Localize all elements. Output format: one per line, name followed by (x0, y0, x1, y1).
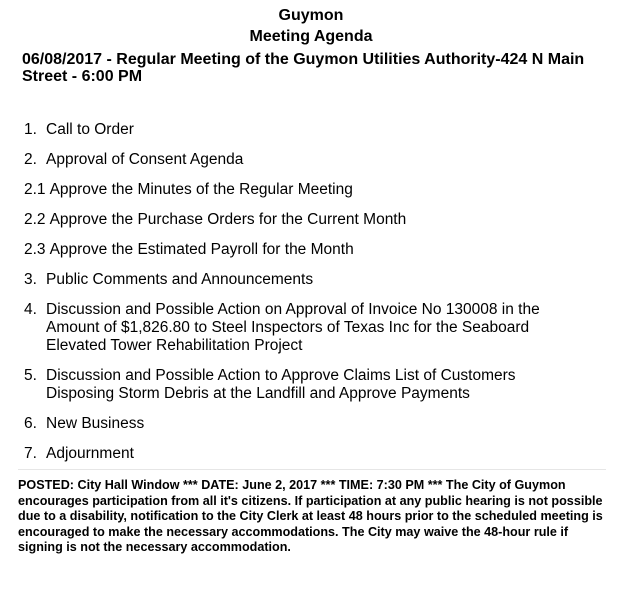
agenda-item-number: 4. (24, 301, 37, 318)
agenda-item-text: Public Comments and Announcements (46, 271, 314, 288)
agenda-item-number: 2.1 (24, 181, 46, 198)
agenda-list (24, 121, 584, 475)
agenda-item (24, 271, 584, 289)
agenda-item-number: 7. (24, 445, 37, 462)
page-title: Guymon (278, 7, 344, 24)
agenda-item-text: Discussion and Possible Action to Approve Claims List of Customers Disposing Storm Debris at the Landfill and Approve Payments (46, 367, 516, 402)
divider (18, 469, 606, 470)
agenda-item-number: 5. (24, 367, 37, 384)
agenda-item-text: Call to Order (46, 121, 134, 138)
agenda-item-number: 6. (24, 415, 37, 432)
agenda-item-text: Adjournment (46, 445, 134, 462)
agenda-item-text: Approve the Purchase Orders for the Current Month (49, 211, 407, 228)
agenda-item (24, 445, 584, 463)
page-subtitle: Meeting Agenda (249, 28, 373, 45)
agenda-item-number: 1. (24, 121, 37, 138)
agenda-item (24, 121, 584, 139)
agenda-item (24, 415, 584, 433)
agenda-item-number: 3. (24, 271, 37, 288)
agenda-item (24, 211, 584, 229)
agenda-item-text: Discussion and Possible Action on Approval of Invoice No 130008 in the Amount of $1,826.80 to Steel Inspectors of Texas Inc for the Seaboard Elevated Tower Rehabilitation Project (46, 301, 540, 354)
agenda-item-number: 2. (24, 151, 37, 168)
agenda-item-text: Approval of Consent Agenda (46, 151, 244, 168)
agenda-item-text: New Business (46, 415, 145, 432)
agenda-item (24, 367, 584, 403)
posting-notice: POSTED: City Hall Window *** DATE: June 2, 2017 *** TIME: 7:30 PM *** The City of Guymon encourages participation from all it's citizens. If participation at any public hearing is not possible due to a disability, notification to the City Clerk at least 48 hours prior to the scheduled meeting is encouraged to make the necessary accommodations. The City may waive the 48-hour rule if signing is not the necessary accommodation. (18, 478, 603, 554)
agenda-item (24, 151, 584, 169)
agenda-item-number: 2.3 (24, 241, 46, 258)
agenda-item-text: Approve the Estimated Payroll for the Month (49, 241, 354, 258)
agenda-item-number: 2.2 (24, 211, 46, 228)
agenda-item (24, 241, 584, 259)
agenda-item (24, 301, 584, 355)
agenda-item-text: Approve the Minutes of the Regular Meeting (49, 181, 353, 198)
agenda-item (24, 181, 584, 199)
meeting-heading: 06/08/2017 - Regular Meeting of the Guymon Utilities Authority-424 N Main Street - 6:00 PM (22, 51, 585, 85)
